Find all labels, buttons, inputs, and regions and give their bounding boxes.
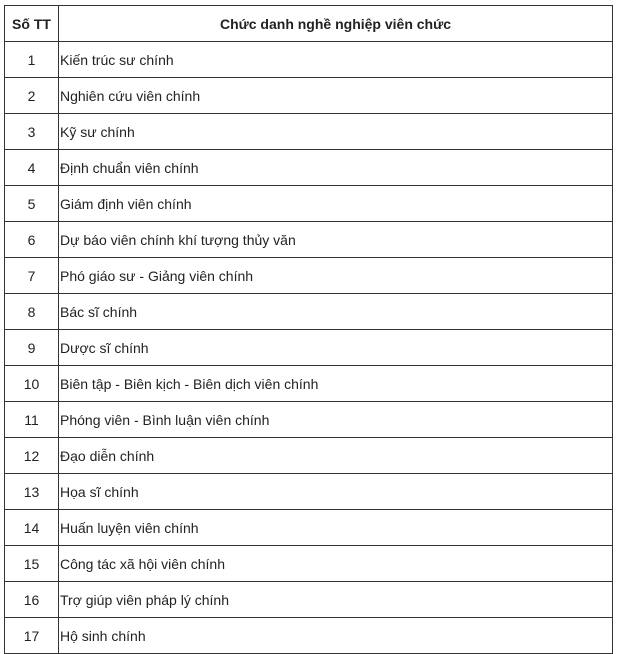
row-title: Huấn luyện viên chính (59, 510, 613, 546)
row-title: Đạo diễn chính (59, 438, 613, 474)
table-row (5, 474, 613, 510)
table-row (5, 78, 613, 114)
row-number: 2 (5, 78, 59, 114)
row-title: Trợ giúp viên pháp lý chính (59, 582, 613, 618)
row-title: Dược sĩ chính (59, 330, 613, 366)
row-number: 3 (5, 114, 59, 150)
table-header-row (5, 6, 613, 42)
row-number: 12 (5, 438, 59, 474)
table-row (5, 618, 613, 654)
table-row (5, 222, 613, 258)
table-row (5, 42, 613, 78)
row-number: 9 (5, 330, 59, 366)
table-row (5, 546, 613, 582)
table-body (5, 42, 613, 654)
table-row (5, 294, 613, 330)
row-number: 1 (5, 42, 59, 78)
header-no: Số TT (5, 6, 59, 42)
positions-table (4, 5, 613, 654)
table-row (5, 186, 613, 222)
row-title: Họa sĩ chính (59, 474, 613, 510)
row-title: Nghiên cứu viên chính (59, 78, 613, 114)
row-title: Phóng viên - Bình luận viên chính (59, 402, 613, 438)
row-title: Hộ sinh chính (59, 618, 613, 654)
table-row (5, 366, 613, 402)
row-title: Công tác xã hội viên chính (59, 546, 613, 582)
row-number: 14 (5, 510, 59, 546)
positions-table-container (4, 5, 612, 654)
row-number: 16 (5, 582, 59, 618)
row-title: Kỹ sư chính (59, 114, 613, 150)
table-row (5, 330, 613, 366)
table-row (5, 402, 613, 438)
table-row (5, 114, 613, 150)
row-title: Biên tập - Biên kịch - Biên dịch viên chính (59, 366, 613, 402)
row-title: Bác sĩ chính (59, 294, 613, 330)
table-row (5, 438, 613, 474)
row-number: 13 (5, 474, 59, 510)
row-number: 4 (5, 150, 59, 186)
table-row (5, 510, 613, 546)
row-title: Giám định viên chính (59, 186, 613, 222)
row-number: 11 (5, 402, 59, 438)
row-number: 15 (5, 546, 59, 582)
row-number: 8 (5, 294, 59, 330)
table-row (5, 582, 613, 618)
row-number: 5 (5, 186, 59, 222)
row-number: 10 (5, 366, 59, 402)
row-title: Kiến trúc sư chính (59, 42, 613, 78)
row-title: Định chuẩn viên chính (59, 150, 613, 186)
row-number: 17 (5, 618, 59, 654)
header-title: Chức danh nghề nghiệp viên chức (59, 6, 613, 42)
row-title: Phó giáo sư - Giảng viên chính (59, 258, 613, 294)
table-row (5, 150, 613, 186)
table-row (5, 258, 613, 294)
row-title: Dự báo viên chính khí tượng thủy văn (59, 222, 613, 258)
row-number: 6 (5, 222, 59, 258)
row-number: 7 (5, 258, 59, 294)
